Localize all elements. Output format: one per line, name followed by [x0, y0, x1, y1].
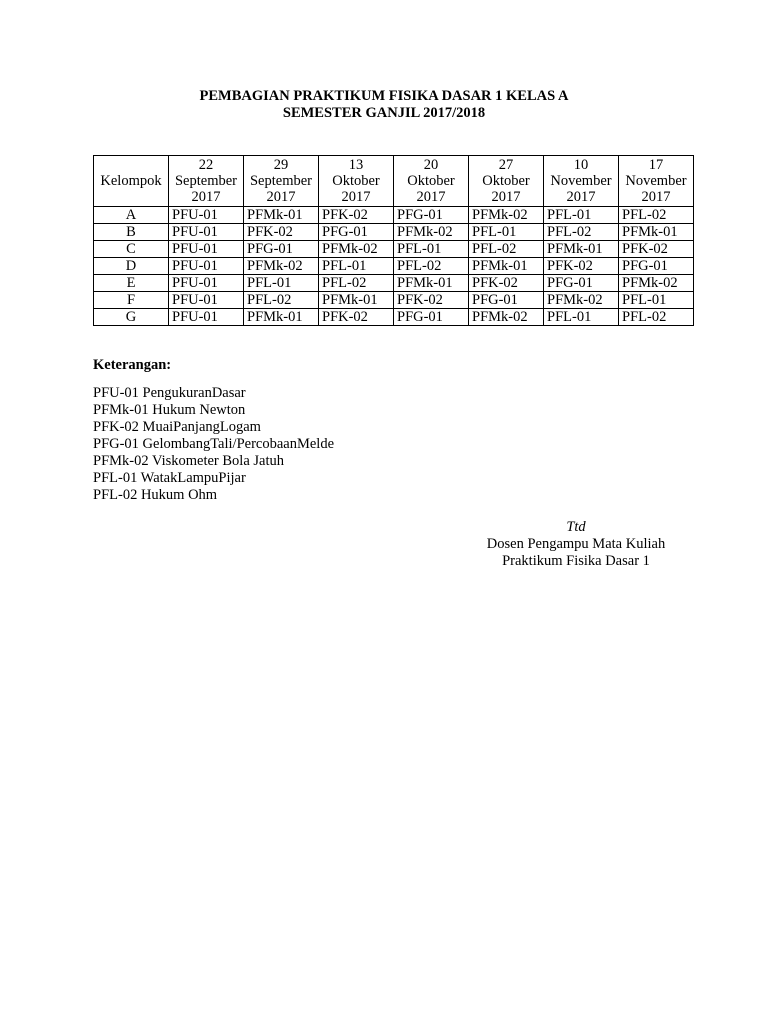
schedule-cell: PFMk-02 [619, 275, 694, 292]
schedule-cell: PFK-02 [394, 292, 469, 309]
schedule-cell: PFK-02 [319, 309, 394, 326]
schedule-cell: PFK-02 [244, 224, 319, 241]
schedule-cell: PFL-02 [319, 275, 394, 292]
schedule-cell: PFMk-01 [244, 207, 319, 224]
schedule-cell: PFL-02 [469, 241, 544, 258]
schedule-cell: PFL-01 [469, 224, 544, 241]
schedule-cell: PFG-01 [469, 292, 544, 309]
schedule-cell: PFL-01 [394, 241, 469, 258]
schedule-cell: PFK-02 [544, 258, 619, 275]
group-cell: G [94, 309, 169, 326]
date-column-header [319, 156, 394, 207]
schedule-cell: PFL-02 [244, 292, 319, 309]
date-year: 2017 [416, 189, 446, 205]
schedule-cell: PFL-01 [244, 275, 319, 292]
schedule-cell: PFU-01 [169, 309, 244, 326]
schedule-cell: PFL-01 [319, 258, 394, 275]
table-body [94, 207, 694, 326]
schedule-cell: PFMk-02 [469, 207, 544, 224]
date-day: 13 [348, 157, 364, 173]
schedule-cell: PFG-01 [619, 258, 694, 275]
date-month: September [249, 173, 312, 189]
table-row [94, 224, 694, 241]
date-day: 10 [573, 157, 589, 173]
legend-item: PFMk-02 Viskometer Bola Jatuh [93, 453, 284, 469]
schedule-cell: PFU-01 [169, 207, 244, 224]
schedule-cell: PFG-01 [244, 241, 319, 258]
schedule-cell: PFMk-01 [244, 309, 319, 326]
date-column-header [619, 156, 694, 207]
date-year: 2017 [341, 189, 371, 205]
legend-list [93, 385, 334, 504]
schedule-cell: PFMk-01 [394, 275, 469, 292]
schedule-cell: PFMk-02 [394, 224, 469, 241]
schedule-cell: PFL-01 [619, 292, 694, 309]
schedule-cell: PFU-01 [169, 258, 244, 275]
signature-ttd: Ttd [566, 519, 586, 535]
schedule-cell: PFMk-02 [244, 258, 319, 275]
schedule-cell: PFMk-02 [544, 292, 619, 309]
table-row [94, 292, 694, 309]
date-month: Oktober [407, 173, 455, 189]
schedule-cell: PFMk-01 [469, 258, 544, 275]
group-cell: E [94, 275, 169, 292]
date-month: Oktober [482, 173, 530, 189]
date-year: 2017 [641, 189, 671, 205]
date-column-header [394, 156, 469, 207]
legend-item: PFL-01 WatakLampuPijar [93, 470, 246, 486]
schedule-cell: PFG-01 [394, 309, 469, 326]
legend-item: PFG-01 GelombangTali/PercobaanMelde [93, 436, 334, 452]
date-day: 27 [498, 157, 514, 173]
schedule-cell: PFL-02 [619, 207, 694, 224]
date-year: 2017 [491, 189, 521, 205]
table-row [94, 309, 694, 326]
table-row [94, 241, 694, 258]
date-year: 2017 [191, 189, 221, 205]
schedule-cell: PFU-01 [169, 224, 244, 241]
date-month: September [174, 173, 237, 189]
date-day: 20 [423, 157, 439, 173]
signature-title: Dosen Pengampu Mata Kuliah [486, 536, 666, 552]
table-header-row [94, 156, 694, 207]
legend-item: PFL-02 Hukum Ohm [93, 487, 218, 503]
date-day: 22 [198, 157, 214, 173]
schedule-cell: PFK-02 [319, 207, 394, 224]
schedule-cell: PFG-01 [544, 275, 619, 292]
table-row [94, 258, 694, 275]
schedule-cell: PFK-02 [469, 275, 544, 292]
legend-item: PFMk-01 Hukum Newton [93, 402, 246, 418]
table-row [94, 275, 694, 292]
signature-block [460, 519, 692, 570]
schedule-cell: PFK-02 [619, 241, 694, 258]
page-title: PEMBAGIAN PRAKTIKUM FISIKA DASAR 1 KELAS A [199, 88, 569, 104]
date-month: November [550, 173, 612, 189]
schedule-table [93, 155, 694, 326]
schedule-cell: PFL-01 [544, 207, 619, 224]
page-subtitle: SEMESTER GANJIL 2017/2018 [282, 105, 486, 121]
date-month: Oktober [332, 173, 380, 189]
schedule-cell: PFL-02 [394, 258, 469, 275]
schedule-cell: PFMk-02 [319, 241, 394, 258]
group-cell: C [94, 241, 169, 258]
schedule-cell: PFU-01 [169, 292, 244, 309]
date-month: November [625, 173, 687, 189]
signature-course: Praktikum Fisika Dasar 1 [502, 553, 650, 569]
schedule-cell: PFL-01 [544, 309, 619, 326]
group-cell: B [94, 224, 169, 241]
date-year: 2017 [566, 189, 596, 205]
schedule-cell: PFMk-01 [544, 241, 619, 258]
group-cell: F [94, 292, 169, 309]
schedule-cell: PFMk-01 [319, 292, 394, 309]
group-column-header: Kelompok [94, 156, 169, 207]
date-column-header [244, 156, 319, 207]
group-cell: D [94, 258, 169, 275]
date-column-header [544, 156, 619, 207]
schedule-cell: PFG-01 [394, 207, 469, 224]
schedule-cell: PFMk-02 [469, 309, 544, 326]
table-row [94, 207, 694, 224]
schedule-cell: PFL-02 [619, 309, 694, 326]
schedule-cell: PFU-01 [169, 241, 244, 258]
schedule-cell: PFG-01 [319, 224, 394, 241]
group-cell: A [94, 207, 169, 224]
keterangan-label: Keterangan: [93, 357, 172, 373]
legend-item: PFK-02 MuaiPanjangLogam [93, 419, 261, 435]
date-day: 17 [648, 157, 664, 173]
date-column-header [469, 156, 544, 207]
schedule-cell: PFMk-01 [619, 224, 694, 241]
schedule-cell: PFU-01 [169, 275, 244, 292]
date-column-header [169, 156, 244, 207]
schedule-cell: PFL-02 [544, 224, 619, 241]
legend-item: PFU-01 PengukuranDasar [93, 385, 246, 401]
date-day: 29 [273, 157, 289, 173]
date-year: 2017 [266, 189, 296, 205]
